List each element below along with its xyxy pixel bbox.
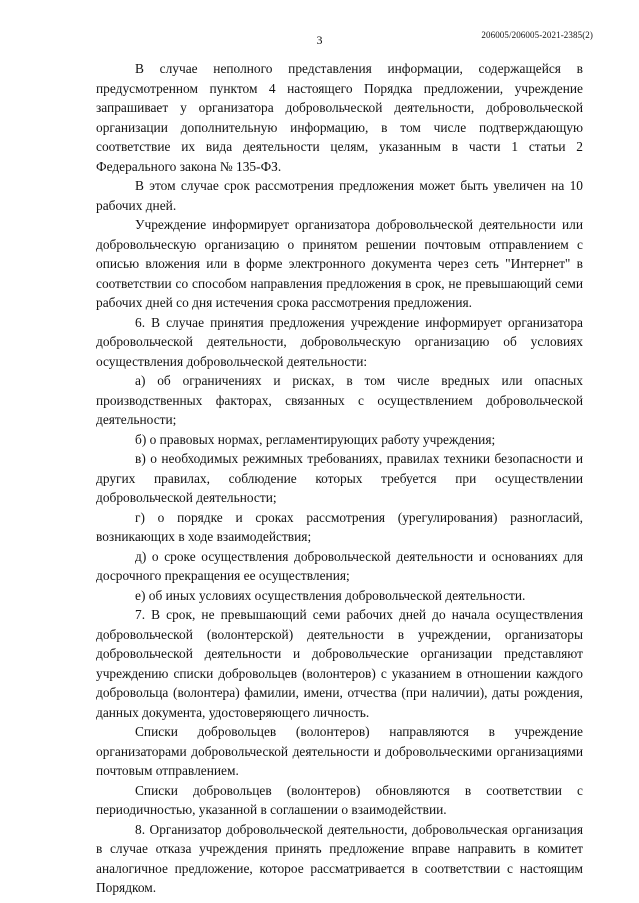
document-code: 206005/206005-2021-2385(2) xyxy=(481,30,593,40)
paragraph: Списки добровольцев (волонтеров) направляются в учреждение организаторами добровольческой деятельности и добровольческими организациями почтовым отправлением. xyxy=(96,724,583,778)
paragraph: в) о необходимых режимных требованиях, правилах техники безопасности и других правилах, соблюдение которых требуется при осуществлении добровольческой деятельности; xyxy=(96,451,583,505)
paragraph: д) о сроке осуществления добровольческой деятельности и основаниях для досрочного прекращения ее осуществления; xyxy=(96,548,583,583)
paragraph: 7. В срок, не превышающий семи рабочих дней до начала осуществления добровольческой (волонтерской) деятельности в учреждении, организаторы добровольческой деятельности и добровольческие организации представляют учреждению списки добровольцев (волонтеров) с указанием в отношении каждого добровольца (волонтера) фамилии, имени, отчества (при наличии), даты рождения, данных документа, удостоверяющего личность. xyxy=(96,607,583,720)
paragraph: В этом случае срок рассмотрения предложения может быть увеличен на 10 рабочих дней. xyxy=(96,178,583,213)
paragraph: Списки добровольцев (волонтеров) обновляются в соответствии с периодичностью, указанной в соглашении о взаимодействии. xyxy=(96,782,583,817)
paragraph: е) об иных условиях осуществления добровольческой деятельности. xyxy=(135,587,526,603)
paragraph: б) о правовых нормах, регламентирующих работу учреждения; xyxy=(135,431,496,447)
paragraph: 8. Организатор добровольческой деятельности, добровольческая организация в случае отказа учреждения принять предложение вправе направить в комитет аналогичное предложение, которое рассматривается в соответствии с настоящим Порядком. xyxy=(96,821,583,895)
paragraph: В случае неполного представления информации, содержащейся в предусмотренном пунктом 4 настоящего Порядка предложении, учреждение запрашивает у организатора добровольческой деятельности, добровольческой организации дополнительную информацию, в том числе подтверждающую соответствие их вида деятельности целям, указанным в части 1 статьи 2 Федерального закона № 135-ФЗ. xyxy=(96,61,583,174)
document-body xyxy=(96,59,583,898)
paragraph: г) о порядке и сроках рассмотрения (урегулирования) разногласий, возникающих в ходе взаимодействия; xyxy=(96,509,583,544)
paragraph: Учреждение информирует организатора добровольческой деятельности или добровольческую организацию о принятом решении почтовым отправлением с описью вложения или в форме электронного документа через сеть "Интернет" в соответствии со способом направления предложения в срок, не превышающий семи рабочих дней со дня истечения срока рассмотрения предложения. xyxy=(96,217,583,310)
paragraph: а) об ограничениях и рисках, в том числе вредных или опасных производственных факторах, связанных с осуществлением добровольческой деятельности; xyxy=(96,373,583,427)
page-number: 3 xyxy=(316,33,323,47)
paragraph: 6. В случае принятия предложения учреждение информирует организатора добровольческой деятельности, добровольческую организацию об условиях осуществления добровольческой деятельности: xyxy=(96,314,583,369)
